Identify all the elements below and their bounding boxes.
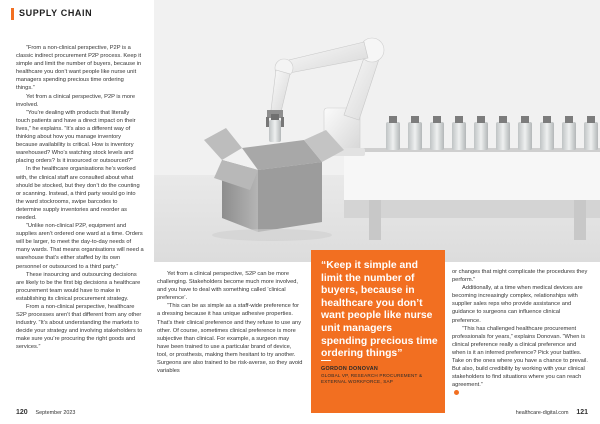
pull-quote-attribution-name: GORDON DONOVAN bbox=[321, 366, 379, 372]
pull-quote bbox=[311, 250, 445, 413]
article-column-1 bbox=[16, 44, 144, 352]
paragraph: Yet from a clinical perspective, S2P can be more challenging. Stakeholders become much more involved, and you have to deal with something called ‘clinical preference’. bbox=[157, 271, 299, 302]
pull-quote-attribution-role: GLOBAL VP, RESEARCH PROCUREMENT & EXTERNAL WORKFORCE, SAP bbox=[321, 373, 423, 384]
footer-left bbox=[16, 409, 75, 416]
paragraph: “This can be as simple as a staff-wide preference for a dressing because it has unique adhesive properties. That’s their clinical preference and they refuse to use any other. Of course, sometimes clinical preference is more subjective than clinical. For example, a surgeon may have been trained to use a particular brand of device, tool, or prosthesis, making them hesitant to try another. Surgeons are also trained to be risk-averse, so they avoid variables bbox=[157, 303, 303, 375]
section-title: SUPPLY CHAIN bbox=[19, 8, 93, 18]
pull-quote-divider bbox=[321, 360, 331, 361]
paragraph: From a non-clinical perspective, healthcare S2P processes aren’t that different from any other industry. “It’s about understanding the markets to decide your strategy and involving stakeholders to make sure you’re procuring the right goods and services.” bbox=[16, 304, 143, 351]
page-number: 120 bbox=[16, 409, 28, 416]
paragraph: Additionally, at a time when medical devices are becoming increasingly complex, relationships with supplier sales reps who provide assistance and guidance to surgeons can influence clinical preference. bbox=[452, 285, 583, 324]
footer-right bbox=[516, 409, 588, 416]
paragraph: “From a non-clinical perspective, P2P is a classic indirect procurement P2P process. Keep it simple and limit the number of buyers, because in healthcare you don’t want people like nurse unit managers spending precious time ordering things.” bbox=[16, 45, 142, 92]
issue-date: September 2023 bbox=[35, 410, 76, 416]
article-column-3 bbox=[452, 268, 588, 398]
robot-arm-photo bbox=[154, 0, 600, 262]
paragraph: “You’re dealing with products that literally touch patients and have a direct impact on their lives,” he explains. “It’s also a different way of thinking about how you manage inventory because availability is critical. How is inventory warehoused? Who’s watching stock levels and placing orders? Is it insourced or outsourced?” bbox=[16, 109, 136, 165]
paragraph: These insourcing and outsourcing decisions are likely to be the first big decisions a healthcare procurement team would have to make in establishing its clinical procurement strategy. bbox=[16, 271, 141, 302]
paragraph: “Unlike non-clinical P2P, equipment and supplies aren’t ordered one ward at a time. Orders will be larger, to meet the day-to-day needs of many wards. That means organisations will need a warehouse that’s either staffed by its own personnel or outsourced to a third party.” bbox=[16, 223, 144, 270]
pull-quote-text: “Keep it simple and limit the number of buyers, because in healthcare you don’t want people like nurse unit managers spending precious time ordering things” bbox=[321, 260, 438, 360]
paragraph: “This has challenged healthcare procurement professionals for years,” explains Donovan. “When is clinical preference really a clinical preference and when is it an inferred preference? Pick your battles. Take on the ones where you have a chance to prevail. But also, build credibility by working with your clinical stakeholders to find situations where you can reach agreement.” bbox=[452, 325, 588, 389]
article-column-2 bbox=[157, 270, 303, 375]
robot-arm-packing-box-with-bottles-icon bbox=[154, 0, 600, 262]
section-accent-bar bbox=[11, 8, 14, 20]
paragraph: or changes that might complicate the procedures they perform.” bbox=[452, 269, 588, 284]
paragraph: Yet from a clinical perspective, P2P is more involved. bbox=[16, 93, 136, 108]
article-end-icon bbox=[454, 390, 459, 395]
paragraph: In the healthcare organisations he’s worked with, the clinical staff are consulted about what should be stocked, but they don’t do the counting or scanning. Instead, a third party would go into the ward stockrooms, swipe barcodes to determine supply inventories and reorder as needed. bbox=[16, 166, 140, 221]
website-link[interactable]: healthcare-digital.com bbox=[515, 410, 569, 416]
page-number: 121 bbox=[576, 409, 588, 416]
